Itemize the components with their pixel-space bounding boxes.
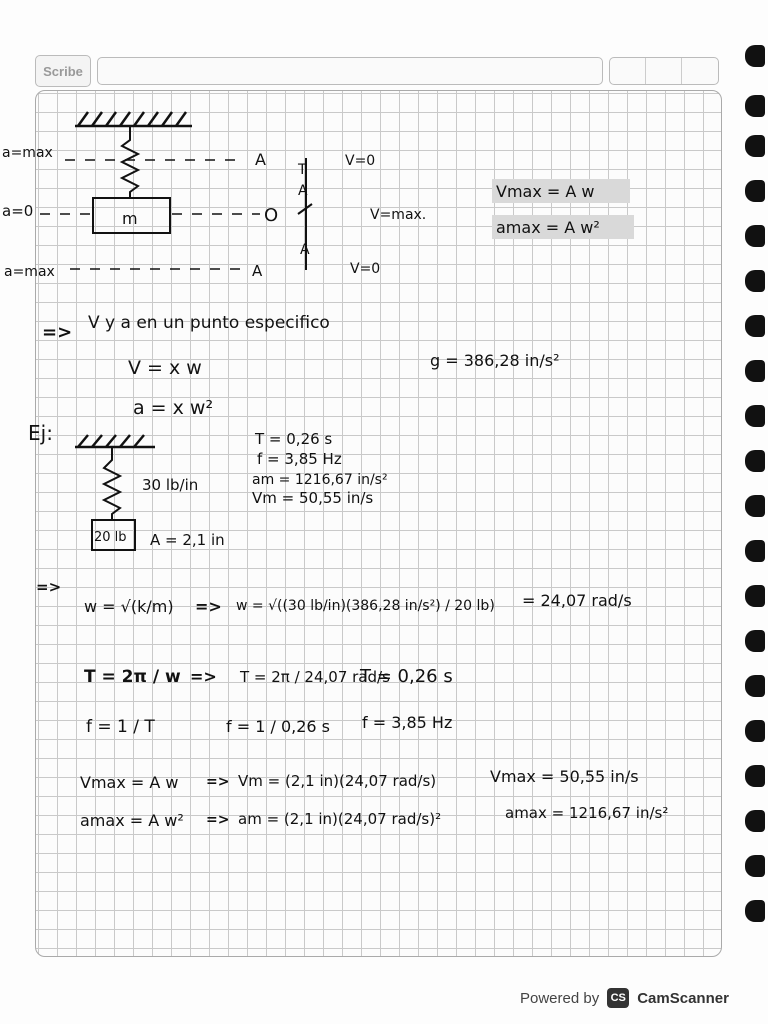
camscanner-footer [520,985,729,1011]
mass-label: m [122,209,138,228]
arrow-a-label-1: A [298,183,308,199]
amax-formula: amax = A w² [80,811,184,830]
camscanner-logo-icon: CS [607,988,629,1008]
result-period: T = 0,26 s [255,430,333,448]
vmax-formula-box: Vmax = A w [496,182,595,201]
amax-formula-box: amax = A w² [496,218,600,237]
result-amax: am = 1216,67 in/s² [252,472,388,488]
frequency-substitution: f = 1 / 0,26 s [226,717,330,736]
frequency-formula: f = 1 / T [86,717,155,737]
equation-v: V = x w [128,357,202,379]
spring-example [104,447,120,520]
implies-arrow-notes: => [42,322,73,343]
v-zero-top: V=0 [345,153,376,169]
vmax-result: Vmax = 50,55 in/s [490,767,639,786]
v-max-mid: V=max. [370,207,427,223]
implies-amax-1: => [206,812,230,828]
omega-substitution: w = √((30 lb/in)(386,28 in/s²) / 20 lb) [236,598,495,614]
label-a-max-top: a=max [2,145,53,161]
period-result: T = 0,26 s [360,666,453,687]
gravity-value: g = 386,28 in/s² [430,351,560,370]
omega-result: = 24,07 rad/s [522,591,632,610]
notes-line-1: V y a en un punto especifico [88,313,330,333]
powered-by-text: Powered by [520,989,600,1007]
result-vmax: Vm = 50,55 in/s [252,489,374,507]
point-a-top: A [255,150,266,169]
amax-result: amax = 1216,67 in/s² [505,804,669,822]
implies-vmax-1: => [206,774,230,790]
frequency-result: f = 3,85 Hz [362,713,453,732]
spring-top [122,126,138,198]
implies-omega-1: => [195,597,222,616]
example-spring-k: 30 lb/in [142,476,199,494]
equation-a: a = x w² [133,397,214,419]
implies-arrow-calc: => [36,578,62,596]
camscanner-brand: CamScanner [637,989,729,1007]
example-label: Ej: [28,421,53,445]
point-o: O [264,205,279,226]
point-a-bottom: A [252,262,263,280]
reference-lines [40,160,260,269]
example-mass: 20 lb [94,530,127,545]
arrow-a-label-2: A [300,242,310,258]
period-substitution: T = 2π / 24,07 rad/s [240,668,390,686]
ceiling-hatch-example [75,435,155,447]
vmax-formula: Vmax = A w [80,773,179,792]
ceiling-hatch-top [75,112,192,126]
scribe-logo: Scribe [35,55,91,87]
vmax-substitution: Vm = (2,1 in)(24,07 rad/s) [238,772,437,790]
result-frequency: f = 3,85 Hz [257,450,342,468]
example-amplitude: A = 2,1 in [150,531,225,549]
label-a-max-bottom: a=max [4,264,55,280]
period-formula: T = 2π / w [84,667,181,687]
label-a-zero: a=0 [2,202,34,220]
implies-period-1: => [190,667,217,686]
arrow-t-label: T [298,162,307,178]
omega-formula: w = √(k/m) [84,597,174,616]
amax-substitution: am = (2,1 in)(24,07 rad/s)² [238,810,442,828]
v-zero-bottom: V=0 [350,261,381,277]
